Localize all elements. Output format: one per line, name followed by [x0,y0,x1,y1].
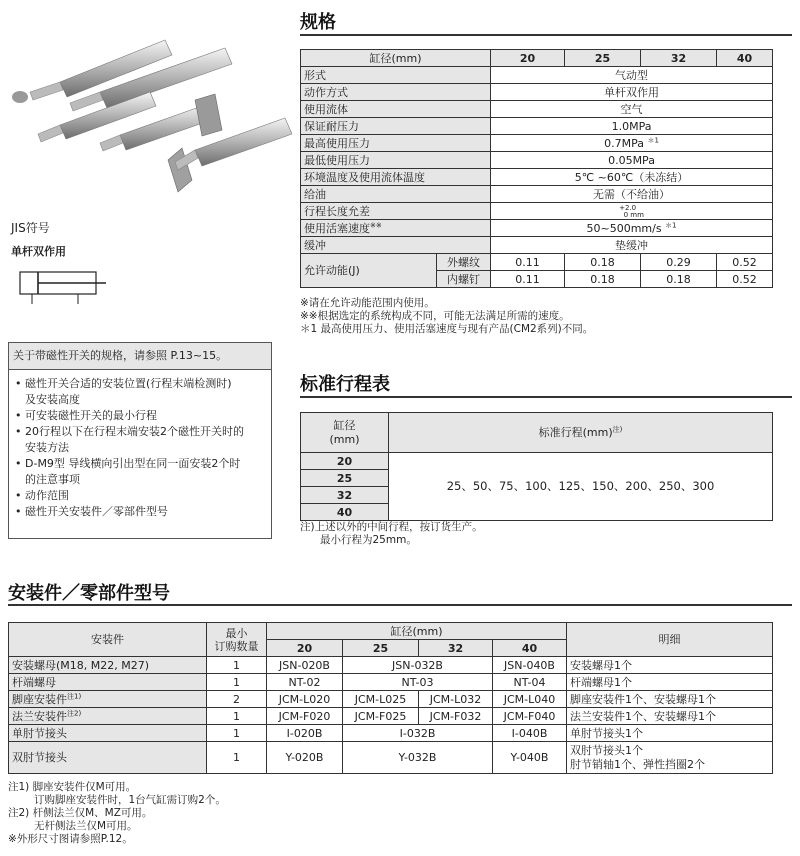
specs-value-text: 50~500mm/s [586,221,662,235]
switch-info-list [9,370,271,520]
parts-note: 订购脚座安装件时，1台气缸需订购2个。 [34,794,226,806]
parts-header-part: 安装件 [9,623,207,657]
parts-detail: 法兰安装件1个、安装螺母1个 [567,708,773,725]
stroke-bore-header-text: 缸径 [333,418,356,432]
specs-label: 最低使用压力 [301,152,491,169]
parts-name-text: 法兰安装件 [12,709,67,723]
energy-value: 0.52 [717,271,773,288]
parts-title: 安装件／零部件型号 [8,583,170,604]
specs-note: ＊1 最高使用压力、使用活塞速度与现有产品(CM2系列)不同。 [300,323,594,335]
tolerance-lower: 0 [623,210,629,219]
parts-row [9,691,773,708]
specs-row [301,101,773,118]
specs-value: 单杆双作用 [491,84,773,101]
specs-label-text: 使用活塞速度 [304,221,370,235]
specs-title-underline [300,34,792,36]
specs-value: 空气 [491,101,773,118]
stroke-notes [300,521,483,547]
energy-value: 0.18 [641,271,717,288]
parts-detail: 安装螺母1个 [567,657,773,674]
specs-label: 行程长度允差 [301,203,491,220]
parts-code: JCM-L025 [343,691,419,708]
parts-name [9,691,207,708]
parts-name-mark: 注2) [67,708,82,717]
specs-bore-20: 20 [491,50,565,67]
parts-name-mark: 注1) [67,691,82,700]
specs-bore-32: 32 [641,50,717,67]
specs-notes [300,297,790,336]
parts-name: 安装螺母(M18, M22, M27) [9,657,207,674]
parts-name [9,708,207,725]
parts-detail: 杆端螺母1个 [567,674,773,691]
jis-symbol-icon [18,260,108,308]
specs-bore-25: 25 [565,50,641,67]
specs-label: 形式 [301,67,491,84]
specs-label: 给油 [301,186,491,203]
parts-bore-40: 40 [493,640,567,657]
stroke-bore-header-unit: (mm) [329,432,360,446]
parts-min: 1 [207,742,267,774]
energy-value: 0.29 [641,254,717,271]
parts-note: 注1) 脚座安装件仅M可用。 [8,781,137,793]
parts-row [9,657,773,674]
specs-value: 无需（不给油） [491,186,773,203]
parts-notes [8,781,226,846]
parts-name: 杆端螺母 [9,674,207,691]
stroke-bore: 20 [301,453,389,470]
parts-detail-line: 肘节销轴1个、弹性挡圈2个 [570,757,706,771]
parts-code: JCM-L040 [493,691,567,708]
parts-header-row [9,623,773,640]
energy-sub-label: 外螺纹 [437,254,491,271]
parts-code: JCM-F020 [267,708,343,725]
switch-info-item-cont: 安装方法 [25,441,69,454]
specs-label: 使用流体 [301,101,491,118]
parts-code: NT-04 [493,674,567,691]
specs-label: 缓冲 [301,237,491,254]
stroke-strokes-header [389,413,773,453]
parts-code: Y-020B [267,742,343,774]
parts-row [9,742,773,774]
parts-min: 1 [207,674,267,691]
stroke-bore-header [301,413,389,453]
stroke-header-row [301,413,773,453]
parts-code: I-040B [493,725,567,742]
parts-header-min [207,623,267,657]
parts-code: JSN-020B [267,657,343,674]
energy-value: 0.18 [565,271,641,288]
stroke-title-underline [300,396,792,398]
stroke-title: 标准行程表 [300,374,390,395]
energy-value: 0.18 [565,254,641,271]
parts-code: I-032B [343,725,493,742]
specs-row [301,186,773,203]
parts-detail: 脚座安装件1个、安装螺母1个 [567,691,773,708]
parts-code: JCM-L032 [419,691,493,708]
specs-label: 动作方式 [301,84,491,101]
stroke-strokes-header-mark: 注) [612,425,623,434]
specs-value: 垫缓冲 [491,237,773,254]
specs-row [301,118,773,135]
parts-title-underline [8,604,792,606]
tolerance-unit: mm [630,210,644,219]
specs-row [301,237,773,254]
parts-code: NT-03 [343,674,493,691]
parts-bore-25: 25 [343,640,419,657]
parts-detail [567,742,773,774]
specs-value: 5℃ ~60℃（未冻结） [491,169,773,186]
parts-min: 1 [207,657,267,674]
jis-subtitle: 单杆双作用 [11,245,66,258]
parts-note: 注2) 杆侧法兰仅M、MZ可用。 [8,807,153,819]
specs-header-row [301,50,773,67]
parts-code: JCM-L020 [267,691,343,708]
specs-value-mark: ＊1 [665,220,677,229]
switch-info-header: 关于带磁性开关的规格，请参照 P.13~15。 [9,343,271,370]
specs-label: 最高使用压力 [301,135,491,152]
specs-value: 气动型 [491,67,773,84]
parts-min: 1 [207,725,267,742]
parts-code: JCM-F040 [493,708,567,725]
stroke-row [301,453,773,470]
stroke-values: 25、50、75、100、125、150、200、250、300 [389,453,773,521]
parts-code: JCM-F032 [419,708,493,725]
parts-bore-20: 20 [267,640,343,657]
parts-code: JSN-032B [343,657,493,674]
parts-row [9,725,773,742]
parts-row [9,674,773,691]
parts-name-text: 脚座安装件 [12,692,67,706]
parts-note: ※外形尺寸图请参照P.12。 [8,833,133,845]
parts-table [8,622,773,774]
stroke-note: 最小行程为25mm。 [320,534,417,546]
parts-header-min-2: 订购数量 [214,639,259,653]
switch-info-item[interactable]: • 可安装磁性开关的最小行程 [15,409,157,422]
parts-min: 2 [207,691,267,708]
specs-bore-40: 40 [717,50,773,67]
specs-value: 1.0MPa [491,118,773,135]
energy-value: 0.11 [491,254,565,271]
specs-label [301,220,491,237]
stroke-bore: 32 [301,487,389,504]
parts-code: NT-02 [267,674,343,691]
switch-info-item-cont: 及安装高度 [25,393,80,406]
specs-row [301,135,773,152]
parts-detail: 单肘节接头1个 [567,725,773,742]
jis-title: JIS符号 [11,221,50,235]
switch-info-box [8,342,272,539]
specs-value: 0.05MPa [491,152,773,169]
parts-code: Y-032B [343,742,493,774]
specs-row [301,152,773,169]
parts-header-min-1: 最小 [225,626,248,640]
parts-header-bore: 缸径(mm) [267,623,567,640]
parts-code: JSN-040B [493,657,567,674]
energy-sub-label: 内螺钉 [437,271,491,288]
specs-row [301,220,773,237]
specs-value-mark: ＊1 [647,135,659,144]
parts-code: I-020B [267,725,343,742]
tolerance [619,205,644,219]
specs-row [301,84,773,101]
parts-row [9,708,773,725]
switch-info-item[interactable]: • D-M9型 导线横向引出型在同一面安装2个时 [15,457,241,470]
parts-note: 无杆侧法兰仅M可用。 [34,820,138,832]
tolerance-upper: +2.0 [619,203,637,212]
specs-row [301,67,773,84]
energy-value: 0.11 [491,271,565,288]
stroke-note: 注)上述以外的中间行程，按订货生产。 [300,521,483,533]
stroke-bore: 40 [301,504,389,521]
specs-value-tolerance [491,203,773,220]
specs-label: 保证耐压力 [301,118,491,135]
energy-label: 允许动能(J) [301,254,437,288]
specs-table [300,49,773,288]
specs-note: ※请在允许动能范围内使用。 [300,297,435,309]
specs-title: 规格 [300,12,336,33]
specs-note: ※※根据选定的系统构成不同，可能无法满足所需的速度。 [300,310,570,322]
specs-value [491,220,773,237]
specs-label: 环境温度及使用流体温度 [301,169,491,186]
energy-row [301,254,773,271]
specs-bore-header: 缸径(mm) [301,50,491,67]
parts-name: 单肘节接头 [9,725,207,742]
specs-row [301,203,773,220]
specs-value [491,135,773,152]
parts-code: JCM-F025 [343,708,419,725]
parts-name: 双肘节接头 [9,742,207,774]
specs-value-text: 0.7MPa [604,136,644,150]
stroke-table [300,412,773,521]
parts-bore-32: 32 [419,640,493,657]
cylinder-image-5 [168,118,292,192]
specs-row [301,169,773,186]
parts-min: 1 [207,708,267,725]
specs-label-mark: ※※ [370,220,382,229]
energy-value: 0.52 [717,254,773,271]
product-photo [0,0,298,200]
switch-info-item[interactable]: • 动作范围 [15,489,69,502]
switch-info-item[interactable]: • 20行程以下在行程末端安装2个磁性开关时的 [15,425,244,438]
switch-info-item-cont: 的注意事项 [25,473,80,486]
stroke-bore: 25 [301,470,389,487]
parts-detail-line: 双肘节接头1个 [570,743,644,757]
switch-info-item[interactable]: • 磁性开关合适的安装位置(行程末端检测时) [15,377,232,390]
switch-info-item[interactable]: • 磁性开关安装件／零部件型号 [15,505,168,518]
parts-header-detail: 明细 [567,623,773,657]
stroke-strokes-header-text: 标准行程(mm) [538,426,613,439]
parts-code: Y-040B [493,742,567,774]
